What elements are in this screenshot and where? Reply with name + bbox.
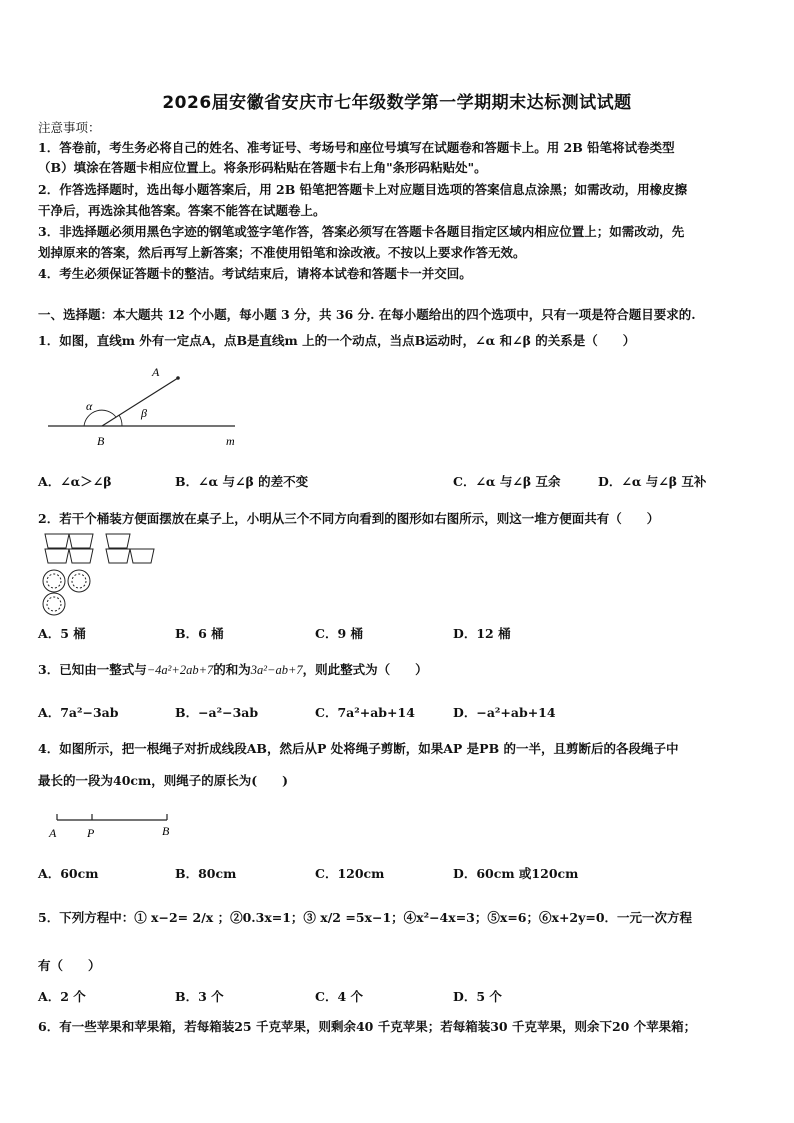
q3-option-d[interactable]: D．−a²+ab+14 bbox=[453, 705, 556, 720]
notice-line: 3．非选择题必须用黑色字迹的钢笔或签字笔作答，答案必须写在答题卡各题目指定区域内相应位置上；如需改动，先 bbox=[38, 224, 685, 239]
question-6-stem: 6．有一些苹果和苹果箱，若每箱装25 千克苹果，则剩余40 千克苹果；若每箱装30 千克苹果，则余下20 个苹果箱； bbox=[38, 1019, 697, 1034]
section-heading: 一、选择题：本大题共 12 个小题，每小题 3 分，共 36 分. 在每小题给出的四个选项中，只有一项是符合题目要求的. bbox=[38, 307, 696, 322]
q2-option-c[interactable]: C．9 桶 bbox=[315, 626, 363, 641]
point-p-label: P bbox=[87, 826, 95, 840]
question-4-line-1: 4．如图所示，把一根绳子对折成线段AB，然后从P 处将绳子剪断，如果AP 是PB 的一半，且剪断后的各段绳子中 bbox=[38, 741, 679, 756]
question-2-figure bbox=[40, 532, 160, 616]
q3-expr-1: −4a²+2ab+7 bbox=[146, 663, 214, 677]
point-b-label: B bbox=[97, 434, 105, 448]
q3-option-a[interactable]: A．7a²−3ab bbox=[38, 705, 119, 720]
q3-expr-2: 3a²−ab+7 bbox=[250, 663, 303, 677]
q2-option-d[interactable]: D．12 桶 bbox=[453, 626, 511, 641]
notice-line: 4．考生必须保证答题卡的整洁。考试结束后，请将本试卷和答题卡一并交回。 bbox=[38, 266, 472, 281]
question-5-line-1: 5．下列方程中：① x−2= 2/x ；②0.3x=1；③ x/2 =5x−1；④x²−4x=3；⑤x=6；⑥x+2y=0．一元一次方程 bbox=[38, 910, 693, 925]
q5-option-a[interactable]: A．2 个 bbox=[38, 989, 86, 1004]
page-title: 2026届安徽省安庆市七年级数学第一学期期末达标测试试题 bbox=[162, 93, 632, 113]
q1-option-a[interactable]: A．∠α＞∠β bbox=[38, 474, 112, 489]
q1-option-b[interactable]: B．∠α 与∠β 的差不变 bbox=[175, 474, 309, 489]
beta-label: β bbox=[141, 406, 147, 420]
q4-option-c[interactable]: C．120cm bbox=[315, 866, 385, 881]
q5-option-d[interactable]: D．5 个 bbox=[453, 989, 502, 1004]
notice-line: 2．作答选择题时，选出每小题答案后，用 2B 铅笔把答题卡上对应题目选项的答案信息点涂黑；如需改动，用橡皮擦 bbox=[38, 182, 688, 197]
question-2-stem: 2．若干个桶装方便面摆放在桌子上，小明从三个不同方向看到的图形如右图所示，则这一堆方便面共有（ ） bbox=[38, 511, 660, 526]
q3-stem-c: ，则此整式为（ ） bbox=[302, 662, 428, 677]
notice-heading: 注意事项： bbox=[38, 120, 101, 135]
notice-line: （B）填涂在答题卡相应位置上。将条形码粘贴在答题卡右上角"条形码粘贴处"。 bbox=[38, 160, 487, 175]
q4-option-b[interactable]: B．80cm bbox=[175, 866, 237, 881]
q3-option-c[interactable]: C．7a²+ab+14 bbox=[315, 705, 415, 720]
point-a-label: A bbox=[152, 365, 160, 379]
q2-option-a[interactable]: A．5 桶 bbox=[38, 626, 86, 641]
notice-line: 干净后，再选涂其他答案。答案不能答在试题卷上。 bbox=[38, 203, 326, 218]
question-3-stem bbox=[38, 660, 756, 680]
q5-option-b[interactable]: B．3 个 bbox=[175, 989, 224, 1004]
question-4-line-2: 最长的一段为40cm，则绳子的原长为( ) bbox=[38, 773, 289, 788]
line-m-label: m bbox=[226, 434, 235, 448]
q5-option-c[interactable]: C．4 个 bbox=[315, 989, 363, 1004]
question-1-stem: 1．如图，直线m 外有一定点A，点B是直线m 上的一个动点，当点B运动时，∠α 和∠β 的关系是（ ） bbox=[38, 333, 636, 348]
notice-line: 1．答卷前，考生务必将自己的姓名、准考证号、考场号和座位号填写在试题卷和答题卡上。用 2B 铅笔将试卷类型 bbox=[38, 140, 675, 155]
notice-line: 划掉原来的答案，然后再写上新答案；不准使用铅笔和涂改液。不按以上要求作答无效。 bbox=[38, 245, 526, 260]
question-4-figure bbox=[44, 808, 184, 842]
q4-option-a[interactable]: A．60cm bbox=[38, 866, 99, 881]
question-5-line-2: 有（ ） bbox=[38, 958, 101, 973]
q4-option-d[interactable]: D．60cm 或120cm bbox=[453, 866, 579, 881]
point-b-label: B bbox=[162, 824, 170, 838]
point-a-label: A bbox=[49, 826, 57, 840]
q3-stem-b: 的和为 bbox=[213, 662, 251, 677]
q1-option-d[interactable]: D．∠α 与∠β 互补 bbox=[598, 474, 707, 489]
q3-option-b[interactable]: B．−a²−3ab bbox=[175, 705, 259, 720]
q3-stem-a: 3．已知由一整式与 bbox=[38, 662, 147, 677]
alpha-label: α bbox=[86, 399, 93, 413]
question-1-figure bbox=[40, 362, 250, 452]
q2-option-b[interactable]: B．6 桶 bbox=[175, 626, 224, 641]
q1-option-c[interactable]: C．∠α 与∠β 互余 bbox=[453, 474, 561, 489]
